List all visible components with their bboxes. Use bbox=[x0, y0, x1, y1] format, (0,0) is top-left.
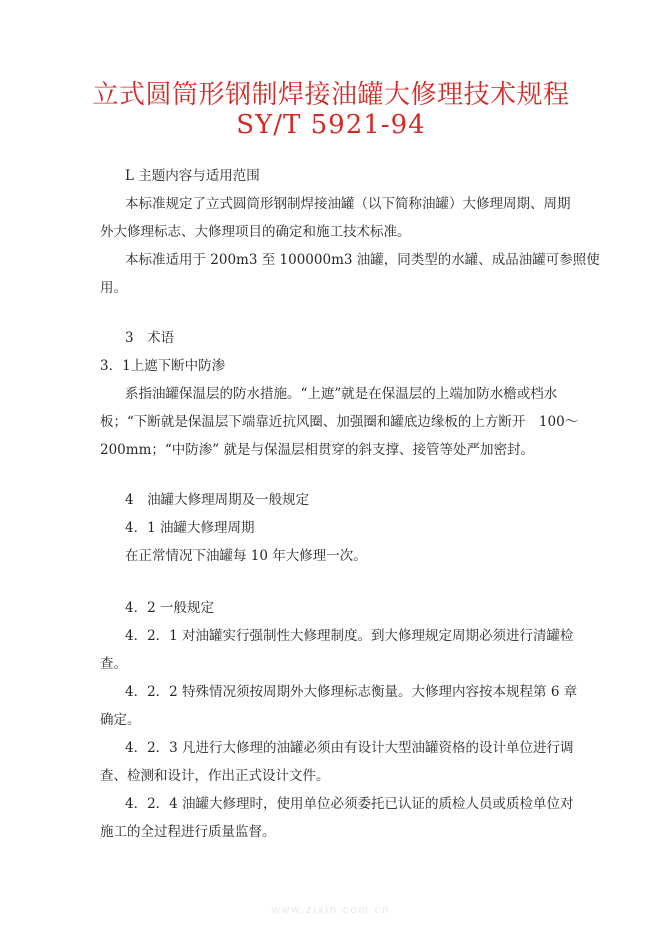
paragraph-line: 确定。 bbox=[100, 712, 141, 728]
section-heading-1: L 主题内容与适用范围 bbox=[125, 168, 260, 184]
subsection-heading: 3．1上遮下断中防渗 bbox=[100, 358, 226, 374]
paragraph-line: 在正常情况下油罐每 10 年大修理一次。 bbox=[125, 548, 367, 564]
paragraph-line: 查、检测和设计，作出正式设计文件。 bbox=[100, 768, 330, 784]
paragraph-line: 4．2．2 特殊情况须按周期外大修理标志衡量。大修理内容按本规程第 6 章 bbox=[125, 684, 578, 700]
paragraph-line: 外大修理标志、大修理项目的确定和施工技术标准。 bbox=[100, 224, 411, 240]
watermark: www.zixin.com.cn bbox=[271, 904, 391, 916]
subsection-heading: 4．2 一般规定 bbox=[125, 600, 214, 616]
paragraph-line: 4．2．4 油罐大修理时，使用单位必须委托已认证的质检人员或质检单位对 bbox=[125, 796, 574, 812]
document-title: 立式圆筒形钢制焊接油罐大修理技术规程 bbox=[92, 80, 570, 110]
standard-number: SY/T 5921-94 bbox=[236, 110, 426, 140]
section-heading-3: 3 术语 bbox=[125, 330, 175, 346]
paragraph-line: 200mm；“中防渗” 就是与保温层相贯穿的斜支撑、接管等处严加密封。 bbox=[100, 442, 534, 458]
paragraph-line: 4．2．1 对油罐实行强制性大修理制度。到大修理规定周期必须进行清罐检 bbox=[125, 628, 574, 644]
paragraph-line: 本标准规定了立式圆筒形钢制焊接油罐（以下简称油罐）大修理周期、周期 bbox=[125, 196, 571, 212]
paragraph-line: 板；“下断就是保温层下端靠近抗风圈、加强圈和罐底边缘板的上方断开 100～ bbox=[100, 414, 579, 430]
paragraph-line: 本标准适用于 200m3 至 100000m3 油罐，同类型的水罐、成品油罐可参照使 bbox=[125, 252, 600, 268]
paragraph-line: 4．2．3 凡进行大修理的油罐必须由有设计大型油罐资格的设计单位进行调 bbox=[125, 740, 574, 756]
paragraph-line: 施工的全过程进行质量监督。 bbox=[100, 824, 276, 840]
paragraph-line: 系指油罐保温层的防水措施。“上遮”就是在保温层的上端加防水檐或档水 bbox=[125, 386, 558, 402]
section-heading-4: 4 油罐大修理周期及一般规定 bbox=[125, 492, 310, 508]
paragraph-line: 查。 bbox=[100, 656, 127, 672]
subsection-heading: 4．1 油罐大修理周期 bbox=[125, 520, 255, 536]
paragraph-line: 用。 bbox=[100, 280, 127, 296]
